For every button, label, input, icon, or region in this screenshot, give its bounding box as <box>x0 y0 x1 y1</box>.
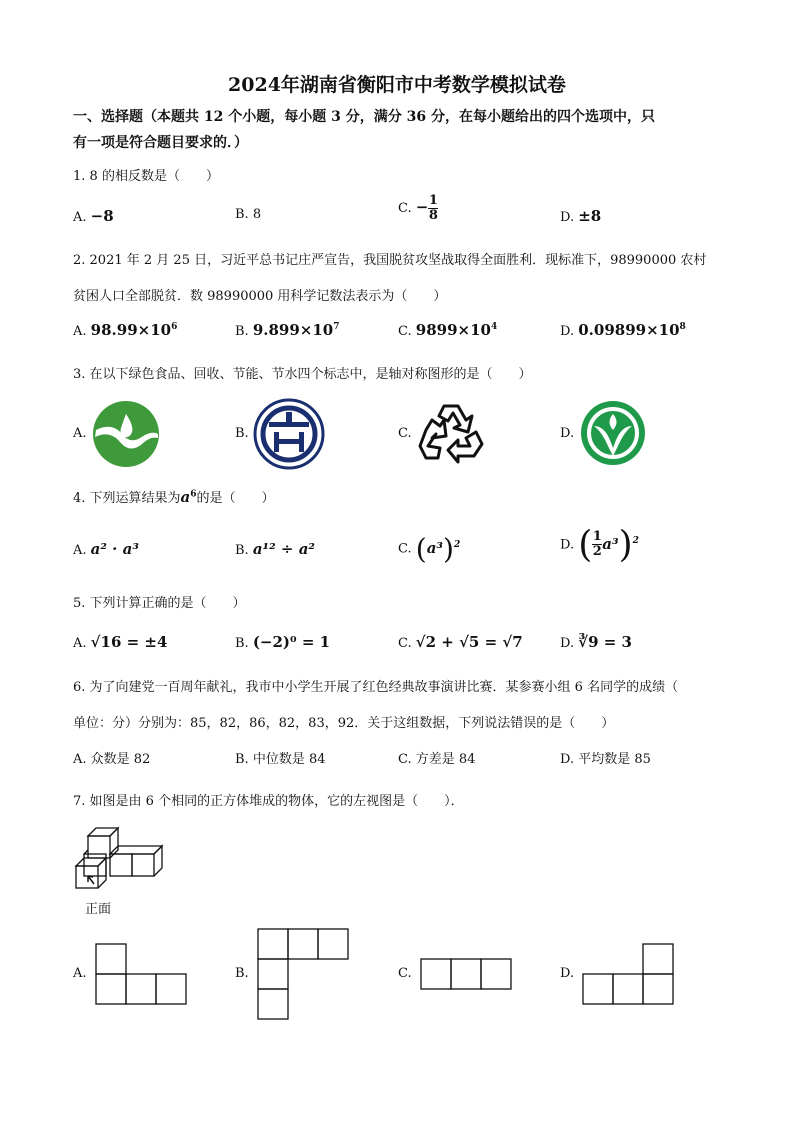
q5-option-d <box>560 633 632 651</box>
q6-stem-line1: 6. 为了向建党一百周年献礼，我市中小学生开展了红色经典故事演讲比赛．某参赛小组 6 名同学的成绩（ <box>73 680 679 695</box>
q1-a-value: −8 <box>90 207 114 225</box>
exponent: 2 <box>632 535 639 546</box>
q7-option-c-figure <box>420 958 513 991</box>
q6-option-b <box>235 748 326 767</box>
q4-b-value: a¹² ÷ a² <box>252 540 315 558</box>
page-title: 2024年湖南省衡阳市中考数学模拟试卷 <box>228 74 566 96</box>
q7-stem: 7. 如图是由 6 个相同的正方体堆成的物体，它的左视图是（ ）． <box>73 794 464 809</box>
q1-c-sign: − <box>415 198 429 216</box>
exponent: 4 <box>490 322 498 332</box>
q2-option-d <box>560 321 686 339</box>
q6-d-value: 平均数是 85 <box>578 752 651 767</box>
q5-a-value: √16 = ±4 <box>90 633 168 651</box>
q2-d-value: 0.09899×10 <box>578 321 680 339</box>
q7-option-a-figure <box>95 943 188 1005</box>
option-label: C. <box>398 201 412 216</box>
q2-option-a <box>73 321 177 339</box>
q6-a-value: 众数是 82 <box>90 752 151 767</box>
q1-option-c <box>398 194 438 223</box>
option-label: D. <box>560 324 575 339</box>
q7-option-d-label: D. <box>560 966 575 981</box>
q6-option-d <box>560 748 651 767</box>
option-label: B. <box>235 636 249 651</box>
exponent: 7 <box>333 322 340 332</box>
option-label: C. <box>398 636 412 651</box>
denominator: 8 <box>428 208 438 223</box>
q6-c-value: 方差是 84 <box>415 752 476 767</box>
option-label: A. <box>73 752 87 767</box>
q6-option-a <box>73 748 150 767</box>
option-label: D. <box>560 636 575 651</box>
q7-option-a-label: A. <box>73 966 87 981</box>
q4-a-value: a² · a³ <box>90 540 139 558</box>
q1-b-value: 8 <box>252 207 262 222</box>
q5-b-value: (−2)⁰ = 1 <box>252 633 331 651</box>
water-drop-logo-icon <box>92 400 160 468</box>
option-label: A. <box>73 543 87 558</box>
option-label: B. <box>235 324 249 339</box>
option-label: B. <box>235 543 249 558</box>
q4-stem-post: 的是（ ） <box>196 491 275 506</box>
option-label: A. <box>73 210 87 225</box>
q2-c-value: 9899×10 <box>415 321 491 339</box>
cube-stack-figure <box>74 826 166 892</box>
numerator: 1 <box>592 529 602 544</box>
option-label: C. <box>398 541 412 557</box>
q3-option-b-label: B. <box>235 426 249 441</box>
q4-option-b <box>235 540 315 558</box>
q3-option-c-label: C. <box>398 426 412 441</box>
exponent: 2 <box>453 539 461 550</box>
q2-option-b <box>235 321 340 339</box>
q4-c-inner: a³ <box>426 538 443 557</box>
q5-d-value: ∛9 = 3 <box>578 633 632 651</box>
option-label: D. <box>560 210 575 225</box>
option-label: B. <box>235 207 249 222</box>
q2-a-value: 98.99×10 <box>90 321 172 339</box>
q5-option-b <box>235 633 330 651</box>
section-header-line2: 有一项是符合题目要求的．） <box>73 135 248 151</box>
front-view-label: 正面 <box>85 902 112 917</box>
option-label: A. <box>73 324 87 339</box>
q4-stem-pre: 4. 下列运算结果为 <box>73 491 181 506</box>
q4-option-c: C. $(a^3)^2$ <box>398 532 461 565</box>
q5-option-c <box>398 633 523 651</box>
q7-option-d-figure <box>582 943 675 1005</box>
q1-d-value: ±8 <box>578 207 602 225</box>
q2-option-c <box>398 321 497 339</box>
q1-option-b <box>235 207 261 222</box>
q3-option-d-label: D. <box>560 426 575 441</box>
q4-option-a <box>73 540 139 558</box>
q4-d-fraction <box>592 530 602 559</box>
option-label: B. <box>235 752 249 767</box>
q1-option-a <box>73 207 114 225</box>
green-food-logo-icon <box>580 400 646 466</box>
q5-option-a <box>73 633 167 651</box>
q5-c-value: √2 + √5 = √7 <box>415 633 523 651</box>
q5-stem: 5. 下列计算正确的是（ ） <box>73 596 246 611</box>
q3-option-a-label: A. <box>73 426 87 441</box>
option-label: D. <box>560 537 575 553</box>
q4-d-inner: a³ <box>602 534 619 553</box>
q7-option-c-label: C. <box>398 966 412 981</box>
exponent: 6 <box>171 322 178 332</box>
q6-stem-line2: 单位：分）分别为：85，82，86，82，83，92．关于这组数据，下列说法错误的是（ ） <box>73 716 615 731</box>
q2-b-value: 9.899×10 <box>252 321 334 339</box>
q3-stem: 3. 在以下绿色食品、回收、节能、节水四个标志中，是轴对称图形的是（ ） <box>73 367 532 382</box>
option-label: A. <box>73 636 87 651</box>
q1-c-fraction <box>428 194 438 223</box>
section-header-line1: 一、选择题（本题共 12 个小题，每小题 3 分，满分 36 分，在每小题给出的四个选项中，只 <box>73 109 655 125</box>
q6-b-value: 中位数是 84 <box>252 752 326 767</box>
q7-option-b-label: B. <box>235 966 249 981</box>
recycle-logo-icon <box>418 400 484 466</box>
exponent: 6 <box>190 489 197 500</box>
q4-stem <box>73 487 275 506</box>
q2-stem-line1: 2. 2021 年 2 月 25 日，习近平总书记庄严宣告，我国脱贫攻坚战取得全面胜利．现标准下，98990000 农村 <box>73 253 707 268</box>
q2-stem-line2: 贫困人口全部脱贫．数 98990000 用科学记数法表示为（ ） <box>73 289 447 304</box>
q4-option-d: D. ( $\frac{1}{2}$ a³)$^2$ <box>560 524 639 565</box>
q7-option-b-figure <box>257 928 350 1020</box>
denominator: 2 <box>592 544 602 559</box>
q1-option-d <box>560 207 601 225</box>
exponent: 8 <box>679 322 686 332</box>
q6-option-c <box>398 748 475 767</box>
energy-saving-logo-icon <box>253 398 325 470</box>
q1-stem: 1. 8 的相反数是（ ） <box>73 169 219 184</box>
q4-stem-var: a <box>180 488 191 506</box>
option-label: C. <box>398 752 412 767</box>
option-label: D. <box>560 752 575 767</box>
numerator: 1 <box>428 193 438 208</box>
option-label: C. <box>398 324 412 339</box>
